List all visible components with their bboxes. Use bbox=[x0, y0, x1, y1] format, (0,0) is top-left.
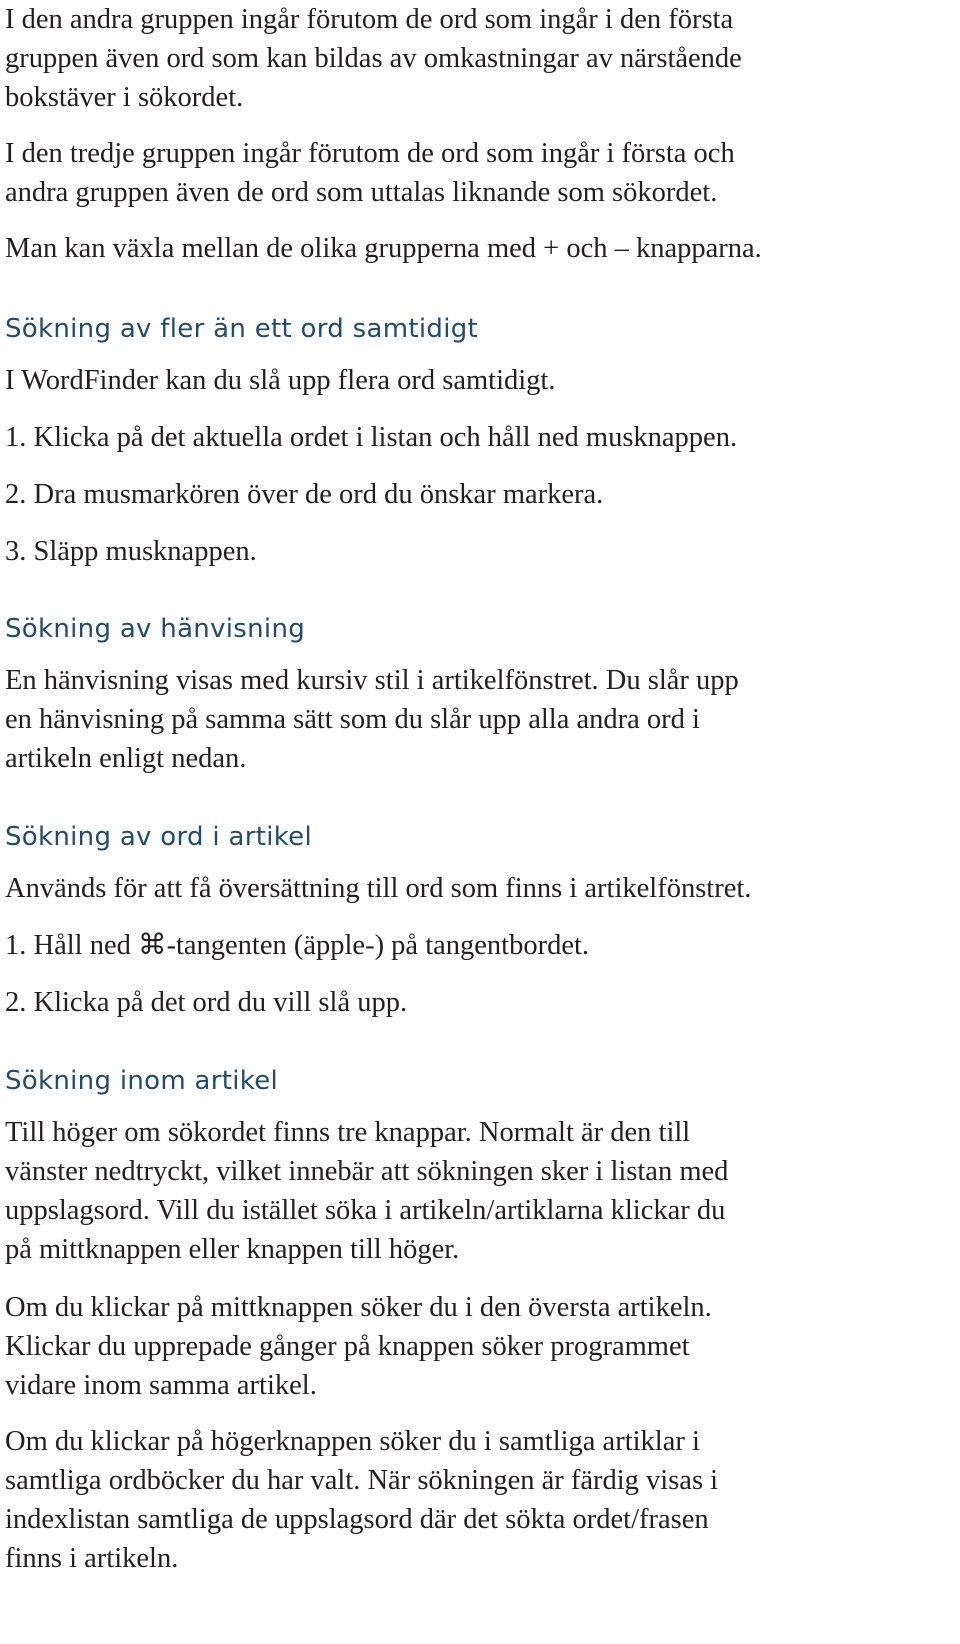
paragraph-reference-search: En hänvisning visas med kursiv stil i artikelfönstret. Du slår upp en hänvisning på samma sätt som du slår upp alla andra ord i artikeln enligt nedan. bbox=[5, 665, 739, 774]
paragraph-word-in-article: Används för att få översättning till ord som finns i artikelfönstret. bbox=[5, 873, 752, 904]
step-2-click-word: 2. Klicka på det ord du vill slå upp. bbox=[5, 987, 408, 1018]
paragraph-three-buttons: Till höger om sökordet finns tre knappar. Normalt är den till vänster nedtryckt, vilket innebär att sökningen sker i listan med uppslagsord. Vill du istället söka i artikeln/artiklarna klickar du på mittknappen eller knappen till höger. bbox=[5, 1117, 729, 1265]
step-3-release-button: 3. Släpp musknappen. bbox=[5, 536, 257, 567]
step-1-hold-command: 1. Håll ned ⌘-tangenten (äpple-) på tangentbordet. bbox=[5, 930, 590, 961]
heading-search-within-article: Sökning inom artikel bbox=[5, 1066, 279, 1096]
paragraph-middle-button: Om du klickar på mittknappen söker du i den översta artikeln. Klickar du upprepade gånger på knappen söker programmet vidare inom samma artikel. bbox=[5, 1292, 712, 1401]
heading-word-in-article: Sökning av ord i artikel bbox=[5, 822, 312, 852]
paragraph-multiple-words-intro: I WordFinder kan du slå upp flera ord samtidigt. bbox=[5, 365, 556, 396]
paragraph-right-button: Om du klickar på högerknappen söker du i samtliga artiklar i samtliga ordböcker du har valt. När sökningen är färdig visas i indexlistan samtliga de uppslagsord där det sökta ordet/frasen finns i artikeln. bbox=[5, 1426, 719, 1574]
heading-reference-search: Sökning av hänvisning bbox=[5, 614, 306, 644]
heading-multiple-words: Sökning av fler än ett ord samtidigt bbox=[5, 314, 479, 344]
paragraph-switch-groups: Man kan växla mellan de olika grupperna med + och – knapparna. bbox=[5, 233, 762, 264]
paragraph-third-group: I den tredje gruppen ingår förutom de ord som ingår i första och andra gruppen även de ord som uttalas liknande som sökordet. bbox=[5, 138, 735, 208]
step-2-drag-cursor: 2. Dra musmarkören över de ord du önskar markera. bbox=[5, 479, 604, 510]
paragraph-second-group: I den andra gruppen ingår förutom de ord som ingår i den första gruppen även ord som kan bildas av omkastningar av närstående bokstäver i sökordet. bbox=[5, 4, 742, 113]
step-1-click-word: 1. Klicka på det aktuella ordet i listan och håll ned musknappen. bbox=[5, 422, 738, 453]
